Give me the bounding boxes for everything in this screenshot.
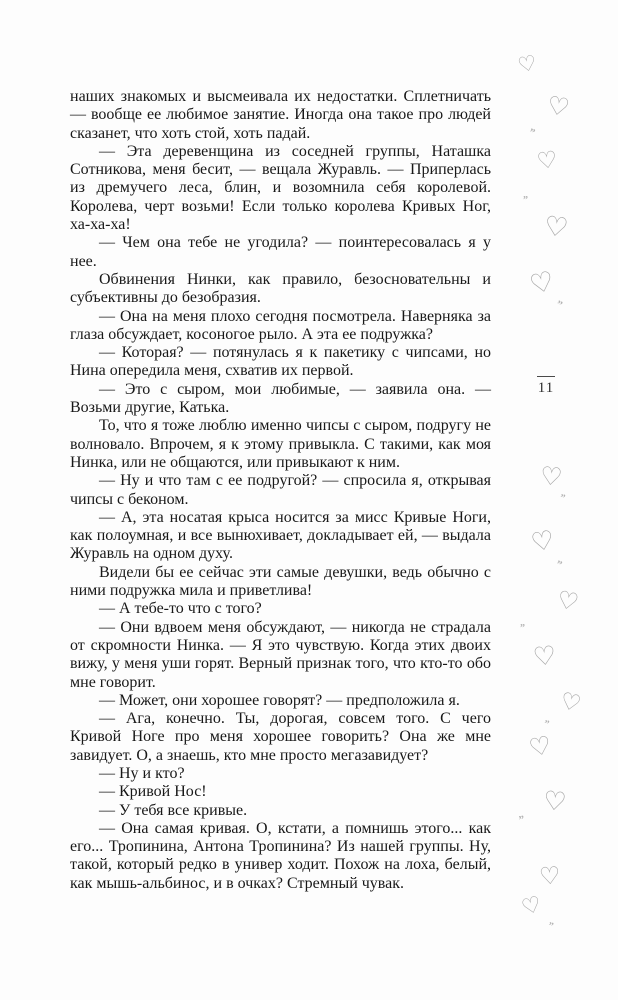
paragraph: — Ну и кто? [99,764,185,782]
text-block [70,88,491,893]
pen-marks-icon: ” [543,718,551,731]
pen-marks-icon: ” [554,558,564,572]
heart-doodle-icon: ♡ [541,785,568,819]
page-number-rule [537,376,555,377]
paragraph: — Она на меня плохо сегодня посмотрела. Наверняка за глаза обсуждает, косоногое рыло. А эта ее подружка? [70,307,491,343]
paragraph: — А тебе-то что с того? [99,600,262,618]
paragraph: Обвинения Нинки, как правило, безосновательны и субъективны до безобразия. [70,270,491,307]
heart-doodle-icon: ♡ [538,861,562,891]
paragraph: — А, эта носатая крыса носится за мисс Кривые Ноги, как полоумная, и все вынюхивает, докладывает ей, — выдала Журавль на одном духу. [70,508,491,563]
paragraph: То, что я тоже люблю именно чипсы с сыром, подругу не волновало. Впрочем, я к этому привыкла. С такими, как моя Нинка, или не общаются, или привыкают к ним. [70,417,491,471]
pen-marks-icon: ” [546,920,555,933]
paragraph: — Это с сыром, мои любимые, — заявила она. — Возьми другие, Катька. [70,380,491,417]
pen-marks-icon: ” [527,126,537,140]
heart-doodle-icon: ♡ [518,891,545,922]
heart-doodle-icon: ♡ [541,210,571,245]
paragraph: — Может, они хорошее говорят? — предположила я. [99,691,460,709]
heart-doodle-icon: ♡ [557,687,584,719]
pen-marks-icon: ” [523,195,528,206]
paragraph: — Чем она тебе не угодила? — поинтересовалась я у нее. [70,234,491,270]
pen-marks-icon: ” [517,813,526,827]
paragraph: — У тебя все кривые. [99,801,248,819]
pen-marks-icon: ” [553,298,564,312]
pen-marks-icon: ” [559,492,567,505]
paragraph: — Эта деревенщина из соседней группы, Наташка Сотникова, меня бесит, — вещала Журавль. — Приперлась из дремучего леса, блин, и возомнила себя королевой. Королева, черт возьми! Если только королева Кривых Ног, ха-ха-ха! [70,142,491,234]
heart-doodle-icon: ♡ [515,50,540,78]
pen-marks-icon: ” [520,623,525,634]
heart-doodle-icon: ♡ [544,90,572,123]
paragraph: — Которая? — потянулась я к пакетику с чипсами, но Нина опередила меня, схватив их первой. [70,344,491,380]
paragraph: Видели бы ее сейчас эти самые девушки, ведь обычно с ними подружка мила и приветлива! [70,563,491,600]
heart-doodle-icon: ♡ [535,146,560,176]
paragraph: — Ну и что там с ее подругой? — спросила я, открывая чипсы с беконом. [70,472,491,508]
paragraph: — Кривой Нос! [99,783,207,801]
heart-doodle-icon: ♡ [526,729,555,764]
heart-doodle-icon: ♡ [554,585,582,617]
paragraph: — Ага, конечно. Ты, дорогая, совсем того. С чего Кривой Ноге про меня хорошее говорить? Она же мне завидует. О, а знаешь, кто мне просто мегазавидует? [70,710,491,764]
paragraph: — Она самая кривая. О, кстати, а помнишь этого... как его... Тропинина, Антона Тропинина? Из нашей группы. Ну, такой, который редко в универ ходит. Похож на лоха, белый, как мышь-альбинос, и в очках? Стремный чувак. [70,819,491,892]
heart-doodle-icon: ♡ [531,640,558,674]
page-number-value: 11 [537,380,555,396]
heart-doodle-icon: ♡ [526,265,558,302]
page-number [532,376,560,397]
heart-doodle-icon: ♡ [528,525,557,559]
heart-doodle-icon: ♡ [538,460,564,493]
paragraph: — Они вдвоем меня обсуждают, — никогда не страдала от скромности Нинка. — Я это чувствую. Когда этих двоих вижу, у меня уши горят. Верный признак того, что кто-то обо мне говорит. [70,618,491,691]
paragraph: наших знакомых и высмеивала их недостатки. Сплетничать — вообще ее любимое занятие. Иногда она такое про людей сказанет, что хоть стой, хоть падай. [70,88,491,142]
